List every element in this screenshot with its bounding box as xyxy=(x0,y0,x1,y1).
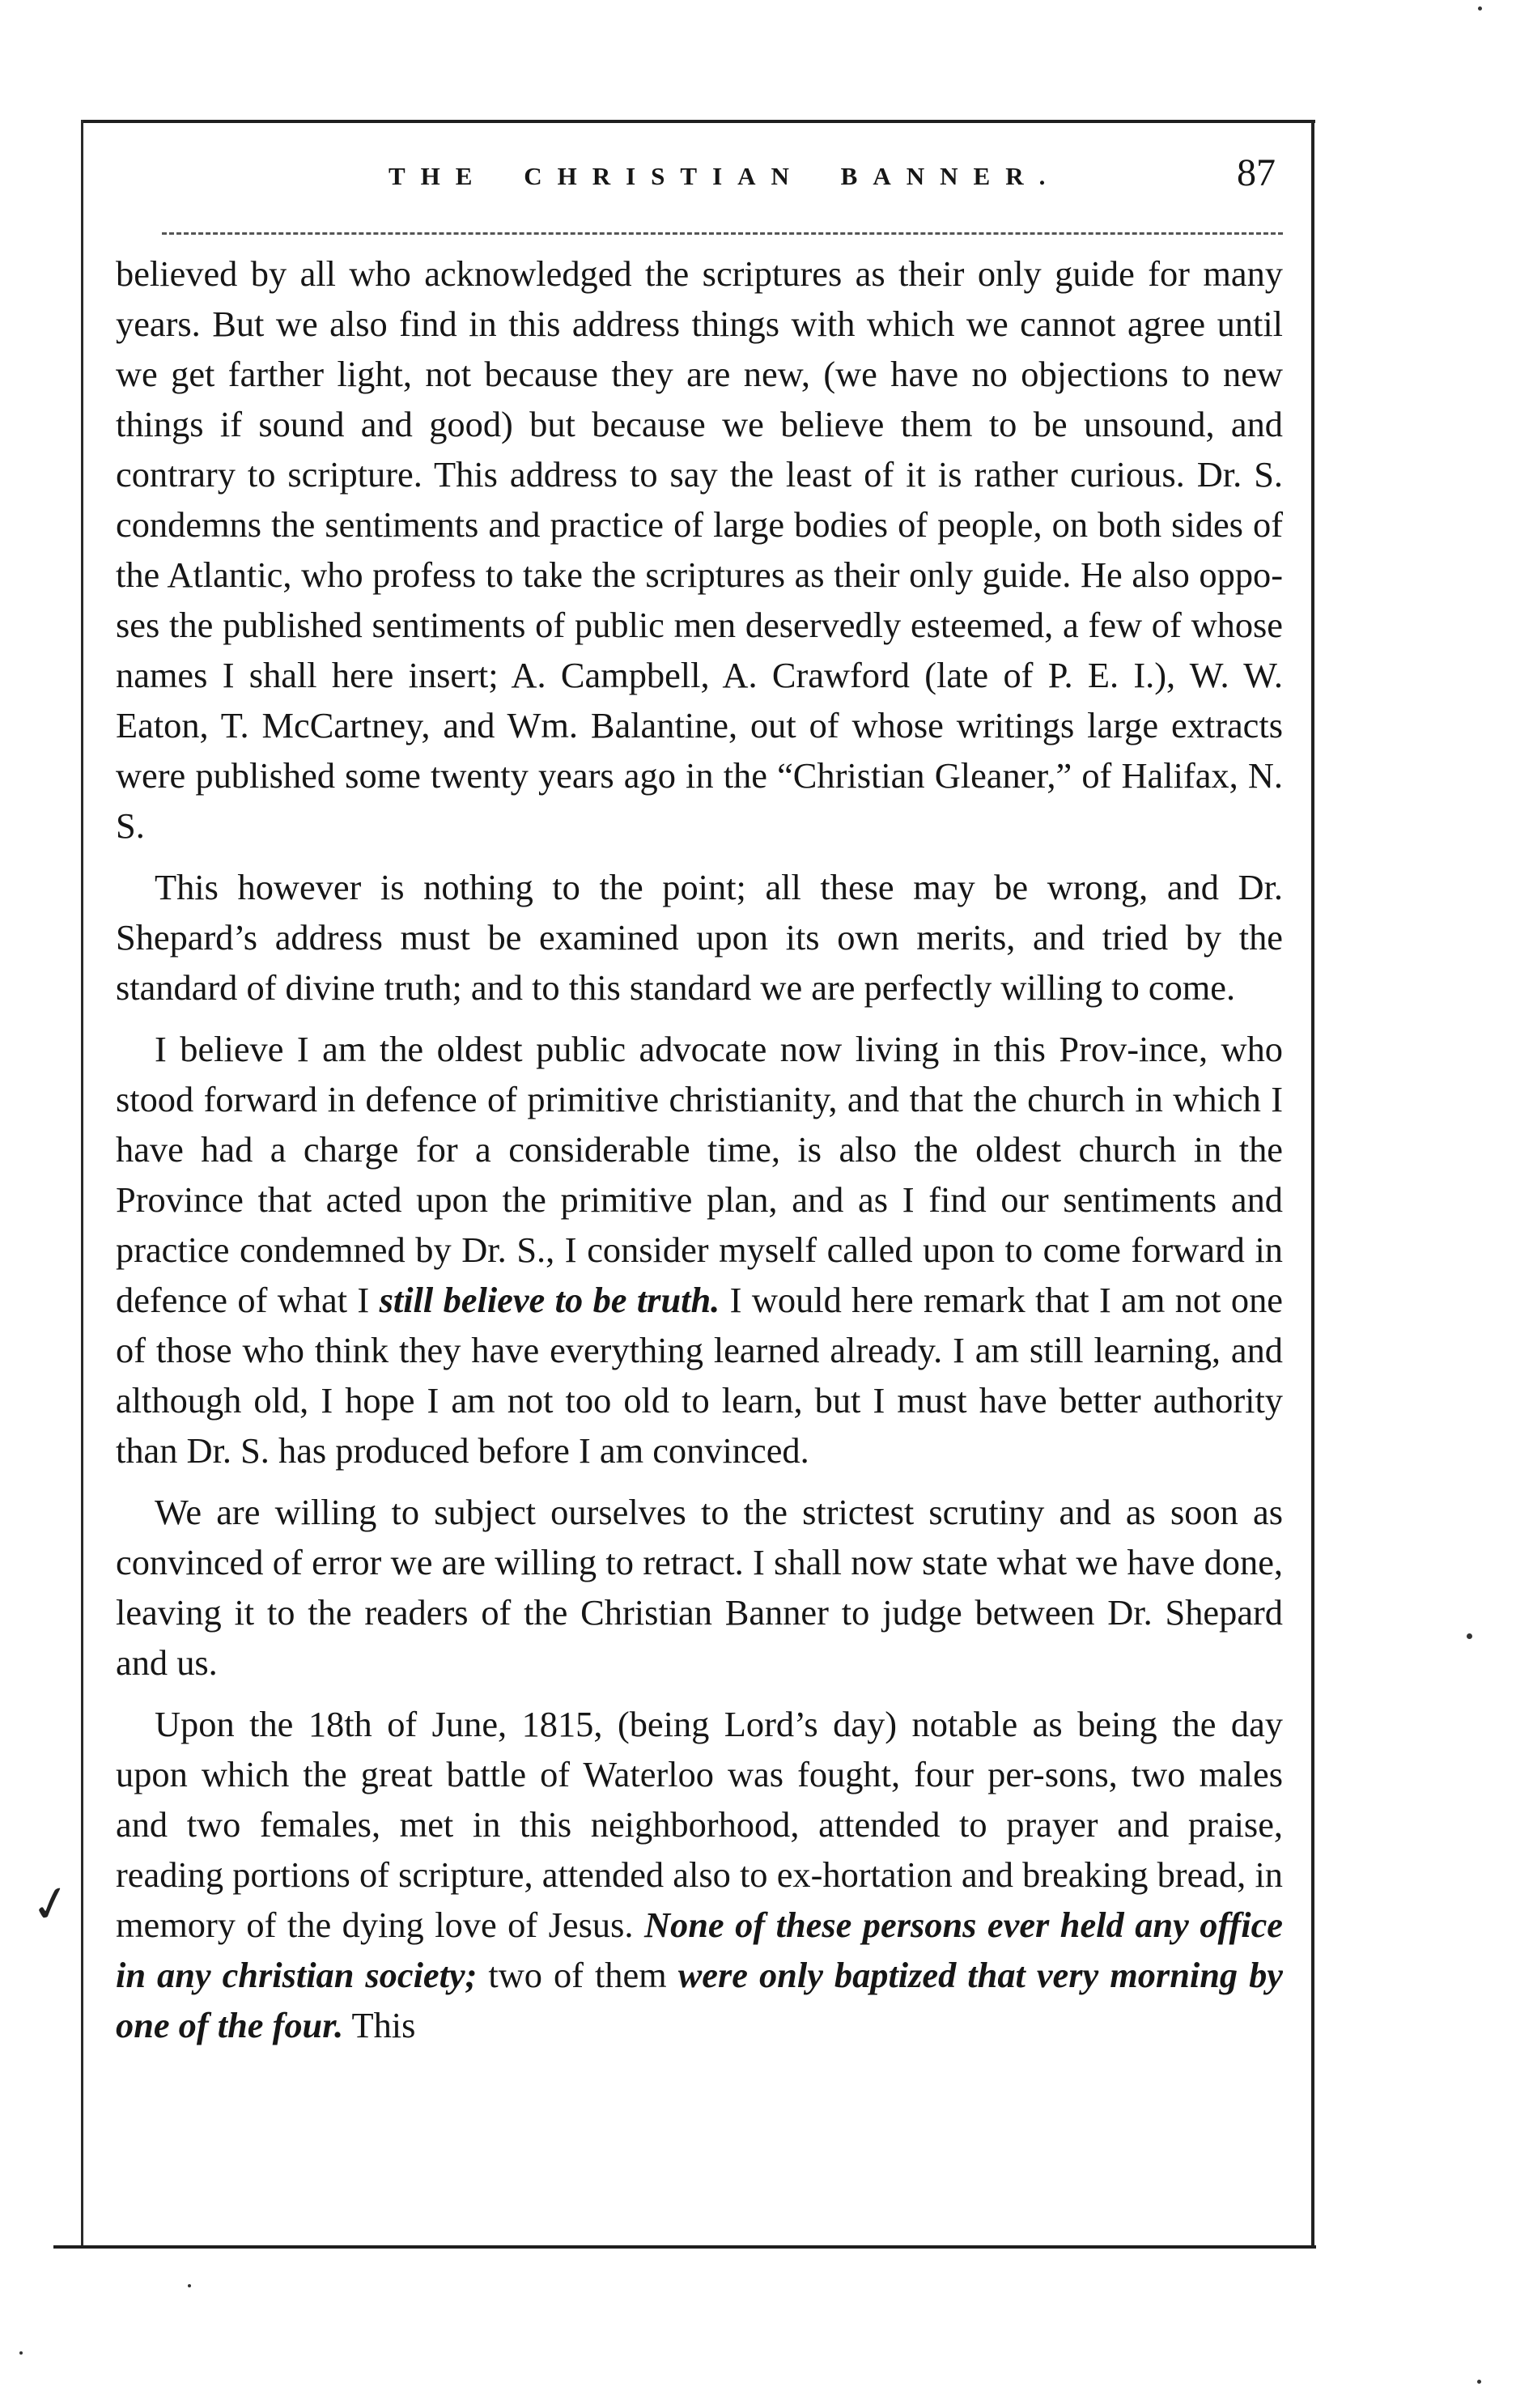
ink-speck xyxy=(1478,6,1482,11)
page-number: 87 xyxy=(1237,151,1276,194)
page-border-right xyxy=(1311,120,1314,2247)
italic-run: still believe to be truth. xyxy=(379,1280,720,1320)
margin-check-mark: ✓ xyxy=(25,1872,78,1937)
italic-run: were only baptized that very morning by one of the four. xyxy=(116,1955,1283,2045)
text-run: We are willing to subject ourselves to the strictest scrutiny and as soon as convinced of error we are willing to retract. I shall now state what we have done, leaving it to the readers of the Christian Banner to judge between Dr. Shepard and us. xyxy=(116,1492,1283,1683)
ink-speck xyxy=(19,2351,23,2355)
paragraph xyxy=(116,862,1283,1013)
body-text xyxy=(116,248,1283,2062)
text-run: I believe I am the oldest public advocate now living in this Prov-ince, who stood forward in defence of primitive christianity, and that the church in which I have had a charge for a considerable time, is also the oldest church in the Province that acted upon the primitive plan, and as I find our sentiments and practice condemned by Dr. S., I consider myself called upon to come forward in defence of what I xyxy=(116,1029,1283,1320)
text-run: Upon the 18th of June, 1815, (being Lord’s day) notable as being the day upon which the great battle of Waterloo was fought, four per-sons, two males and two females, met in this neighborhood, attended to prayer and praise, reading portions of scripture, attended also to ex-hortation and breaking bread, in memory of the dying love of Jesus. xyxy=(116,1704,1283,1945)
page-border-top xyxy=(81,120,1315,123)
paragraph xyxy=(116,1024,1283,1476)
page-border-bottom xyxy=(53,2245,1316,2249)
text-run: I would here remark that I am not one of those who think they have everything learned already. I am still learning, and although old, I hope I am not too old to learn, but I must have better authority than Dr. S. has produced before I am convinced. xyxy=(116,1280,1283,1471)
italic-run: None of these persons ever held any office in any christian society; xyxy=(116,1905,1283,1995)
text-run: This however is nothing to the point; all these may be wrong, and Dr. Shepard’s address must be examined upon its own merits, and tried by the standard of divine truth; and to this standard we are perfectly willing to come. xyxy=(116,867,1283,1008)
paragraph xyxy=(116,1487,1283,1688)
paragraph xyxy=(116,1699,1283,2050)
text-run: two of them xyxy=(477,1955,678,1995)
ink-speck xyxy=(1477,2380,1481,2384)
paragraph xyxy=(116,248,1283,851)
text-run: This xyxy=(343,2005,416,2045)
page-border-left xyxy=(81,120,83,2245)
ink-speck xyxy=(188,2284,191,2287)
running-title: THE CHRISTIAN BANNER. xyxy=(389,162,1061,190)
page-header xyxy=(121,151,1287,202)
text-run: believed by all who acknowledged the scriptures as their only guide for many years. But we also find in this address things with which we cannot agree until we get farther light, not because they are new, (we have no objections to new things if sound and good) but because we believe them to be unsound, and contrary to scripture. This address to say the least of it is rather curious. Dr. S. condemns the sentiments and practice of large bodies of people, on both sides of the Atlantic, who profess to take the scriptures as their only guide. He also oppo-ses the published sentiments of public men deservedly esteemed, a few of whose names I shall here insert; A. Campbell, A. Crawford (late of P. E. I.), W. W. Eaton, T. McCartney, and Wm. Balantine, out of whose writings large extracts were published some twenty years ago in the “Christian Gleaner,” of Halifax, N. S. xyxy=(116,253,1283,846)
header-rule xyxy=(162,232,1283,235)
ink-speck xyxy=(1467,1633,1472,1639)
